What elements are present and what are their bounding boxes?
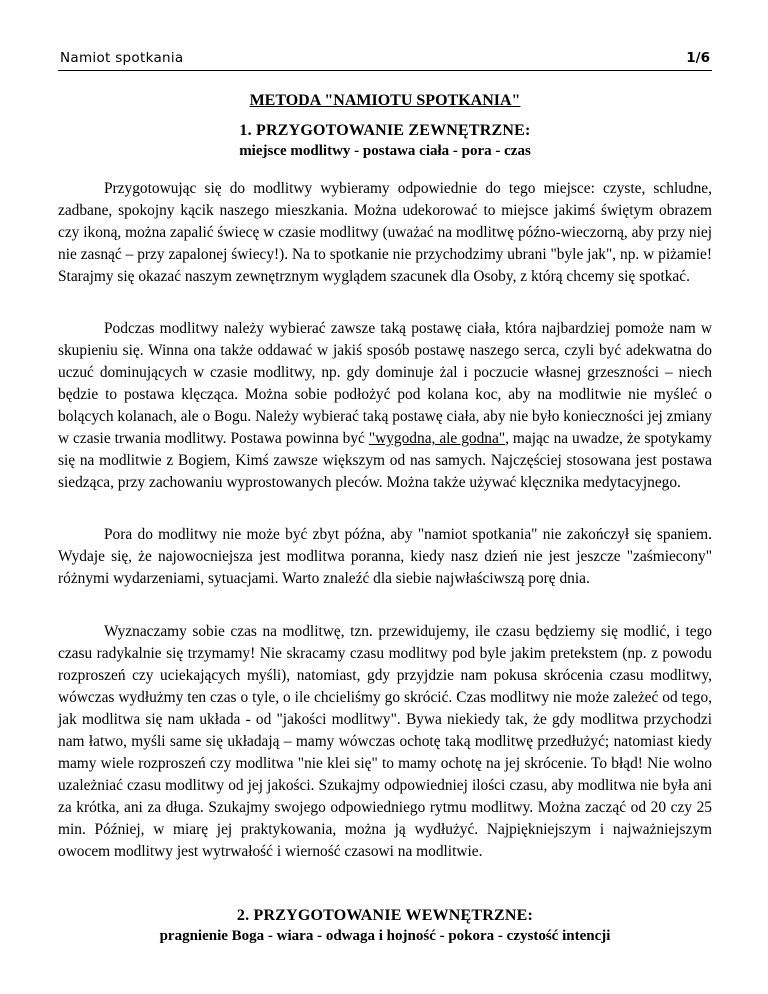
paragraph-place: Przygotowując się do modlitwy wybieramy odpowiednie do tego miejsce: czyste, schludne, zadbane, spokojny kącik naszego mieszkania. Można udekorować to miejsce jakimś świętym obrazem czy ikoną, można zapalić świecę w czasie modlitwy (uważać na modlitwę późno-wieczorną, aby przy niej nie zasnąć – przy zapalonej świecy!). Na to spotkanie nie przychodzimy ubrani "byle jak", np. w piżamie! Starajmy się okazać naszym zewnętrznym wyglądem szacunek dla Osoby, z którą chcemy się spotkać. bbox=[58, 180, 712, 285]
paragraph-posture-text-2: , mając na uwadze, że spotykamy się na modlitwie z Bogiem, Kimś zawsze większym od nas samych. Najczęściej stosowana jest postawa siedząca, przy zachowaniu wyprostowanych pleców. Można także używać klęcznika medytacyjnego. bbox=[58, 430, 712, 491]
section-1-heading: 1. PRZYGOTOWANIE ZEWNĘTRZNE: bbox=[239, 122, 531, 139]
header-page-number: 1/6 bbox=[686, 50, 710, 66]
header-document-title: Namiot spotkania bbox=[60, 50, 184, 66]
paragraph-posture-underlined: "wygodna, ale godna" bbox=[368, 430, 506, 447]
paragraph-posture-text-1: Podczas modlitwy należy wybierać zawsze taką postawę ciała, która najbardziej pomoże nam w skupieniu się. Winna ona także oddawać w jakiś sposób postawę naszego serca, czyli być adekwatna do uczuć dominujących w czasie modlitwy, np. gdy dominuje żal i poczucie własnej grzeszności – niech będzie to postawa klęcząca. Można sobie podłożyć pod kolana koc, aby na modlitwie nie myśleć o bolących kolanach, ale o Bogu. Należy wybierać taką postawę ciała, aby nie było konieczności jej zmiany w czasie trwania modlitwy. Postawa powinna być bbox=[58, 320, 712, 447]
document-title: METODA "NAMIOTU SPOTKANIA" bbox=[249, 92, 521, 109]
section-1-subheading: miejsce modlitwy - postawa ciała - pora - czas bbox=[239, 143, 531, 159]
section-2-heading-block bbox=[58, 905, 712, 946]
paragraph-posture bbox=[58, 318, 712, 494]
section-2-subheading: pragnienie Boga - wiara - odwaga i hojność - pokora - czystość intencji bbox=[159, 928, 611, 944]
paragraph-time-of-day: Pora do modlitwy nie może być zbyt późna, aby "namiot spotkania" nie zakończył się spaniem. Wydaje się, że najowocniejsza jest modlitwa poranna, kiedy nasz dzień nie jest jeszcze "zaśmiecony" różnymi wydarzeniami, sytuacjami. Warto znaleźć dla siebie najwłaściwszą porę dnia. bbox=[58, 526, 712, 587]
paragraph-duration: Wyznaczamy sobie czas na modlitwę, tzn. przewidujemy, ile czasu będziemy się modlić, i tego czasu radykalnie się trzymamy! Nie skracamy czasu modlitwy pod byle jakim pretekstem (np. z powodu rozproszeń czy uciekających myśli), natomiast, gdy przyjdzie nam pokusa skrócenia czasu modlitwy, wówczas wydłużmy ten czas o tyle, o ile chcieliśmy go skrócić. Czas modlitwy nie może zależeć od tego, jak modlitwa się nam układa - od "jakości modlitwy". Bywa niekiedy tak, że gdy modlitwa przychodzi nam łatwo, myśli same się układają – mamy wówczas ochotę taką modlitwę przedłużyć; natomiast kiedy mamy wiele rozproszeń czy modlitwa "nie klei się" to mamy ochotę na jej skrócenie. To błąd! Nie wolno uzależniać czasu modlitwy od jej jakości. Szukajmy odpowiedniej ilości czasu, aby modlitwa nie była ani za krótka, ani za długa. Szukajmy swojego odpowiedniego rytmu modlitwy. Można zacząć od 20 czy 25 min. Później, w miarę jej praktykowania, można ją wydłużyć. Najpiękniejszym i najważniejszym owocem modlitwy jest wytrwałość i wierność czasowi na modlitwie. bbox=[58, 623, 712, 860]
section-1-heading-block bbox=[58, 120, 712, 161]
section-2-heading: 2. PRZYGOTOWANIE WEWNĘTRZNE: bbox=[236, 907, 534, 924]
page-header bbox=[58, 50, 712, 71]
